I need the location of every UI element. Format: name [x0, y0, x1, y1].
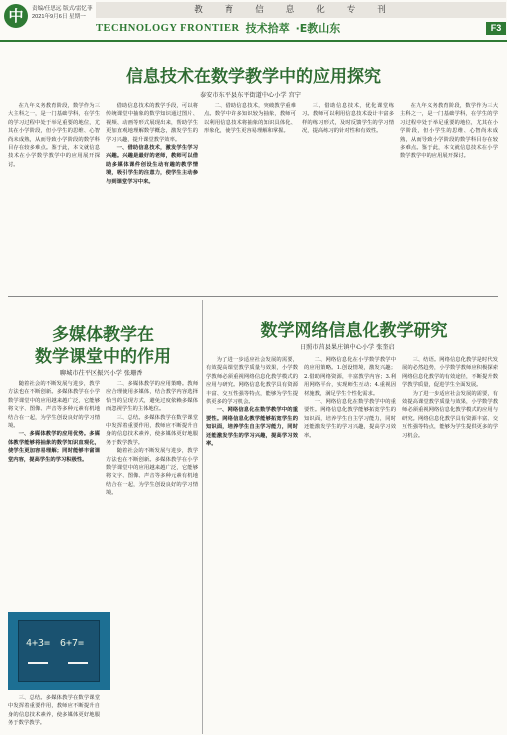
chalkboard	[18, 620, 100, 682]
chalkboard-photo	[8, 612, 110, 690]
article1-col-2	[106, 102, 198, 292]
newspaper-logo: 中	[4, 4, 28, 28]
article2-paragraph: 二、多媒体教学的应用策略。教师应合理使用多媒体，结合教学内容选择恰当的呈现方式，避免过度依赖多媒体而忽视学生的主体地位。	[106, 381, 198, 413]
article2-col-1	[8, 380, 100, 610]
date-line: 2021年9月6日 星期一	[32, 14, 86, 20]
article3-title: 数学网络信息化教学研究	[260, 321, 448, 341]
article3-paragraph: 为了进一步适应社会发展的需要，有效提高课堂教学质量与效果，小学数学教师必须重视网络信息化教学模式的应用与研究。网络信息化教学具有资源丰富、交互性强等特点，能够为学生提供更多的学习机会。	[206, 357, 298, 406]
section-banner	[96, 20, 506, 36]
article3-paragraph: 一、网络信息化在数学教学中的重要性。网络信息化教学能够拓宽学生的知识面，培养学生自主学习能力，同时还能激发学生的学习兴趣，提高学习效率。	[206, 407, 298, 448]
article1-title: 信息技术在数学教学中的应用探究	[126, 67, 381, 87]
article1-paragraph: 二、借助信息技术，突破教学重难点。数学中许多知识较为抽象，教师可以利用信息技术将抽象的知识具体化、形象化，使学生更容易理解和掌握。	[204, 103, 296, 135]
edition-title: ·E教山东	[295, 22, 341, 35]
article1-paragraph: 借助信息技术的教学手段，可以将传统课堂中抽象的数学知识通过图片、视频、动画等形式展现出来，帮助学生更加直观地理解数学概念，激发学生的学习兴趣，提升课堂教学效率。	[106, 103, 198, 143]
article1-col-1	[8, 102, 100, 250]
chalk-mark	[28, 662, 48, 664]
article3-col-2	[304, 356, 396, 734]
article2-paragraph: 一、多媒体教学的应用优势。多媒体教学能够将抽象的数学知识直观化，使学生更加容易理解；同时能够丰富课堂内容，提高学生的学习积极性。	[8, 431, 100, 463]
article3-paragraph: 三、结语。网络信息化教学是时代发展的必然趋势，小学数学教师应积极探索网络信息化教学的有效途径，不断提升数学教学质量，促进学生全面发展。	[402, 357, 498, 389]
article3-paragraph: 为了进一步适应社会发展的需要，有效提高课堂教学质量与效果，小学数学教师必须重视网络信息化教学模式的应用与研究。网络信息化教学具有资源丰富、交互性强等特点，能够为学生提供更多的学习机会。	[402, 390, 498, 439]
page-header	[0, 0, 507, 44]
article3-byline: 日照市莒县果庄镇中心小学 张奎启	[300, 344, 395, 351]
article1-col-3	[204, 102, 296, 292]
article2-col-2	[106, 380, 198, 735]
article3-paragraph: 二、网络信息化在小学数学教学中的应用策略。1.创设情境，激发兴趣；2.借助网络资源，丰富教学内容；3.利用网络平台，实现师生互动；4.重视因材施教，满足学生个性化需求。	[304, 357, 396, 397]
article2-col-1-cont	[8, 694, 100, 734]
article2-paragraph: 随着社会的不断发展与进步，教学方法也在不断创新。多媒体教学在小学数学课堂中的应用越来越广泛，它能够将文字、图像、声音等多种元素有机地结合在一起，为学生创设良好的学习情境。	[106, 448, 198, 497]
article1-col-5	[400, 102, 498, 292]
article1-paragraph: 一、借助信息技术，激发学生学习兴趣。兴趣是最好的老师，教师可以借助多媒体课件创设生动有趣的教学情境，吸引学生的注意力，使学生主动参与到课堂学习中来。	[106, 145, 198, 185]
article2-byline: 聊城市茌平区振兴小学 张珊香	[60, 370, 143, 377]
article3-col-3	[402, 356, 498, 734]
article3-paragraph: 一、网络信息化在数学教学中的重要性。网络信息化教学能够拓宽学生的知识面，培养学生自主学习能力，同时还能激发学生的学习兴趣，提高学习效率。	[304, 399, 396, 439]
article3-col-1	[206, 356, 298, 734]
edition-meta	[32, 5, 93, 21]
chalk-sum-left: 4+3=	[26, 638, 51, 649]
header-rule	[0, 40, 507, 42]
chalk-mark	[68, 662, 88, 664]
article1-paragraph: 在九年义务教育阶段，数学作为三大主科之一，是一门基础学科，在学生的学习过程中处于举足重要的地位，尤其在小学阶段，但小学生的思维、心智尚未成熟，从而导致小学阶段的数学科目存在较多难点。鉴于此，本文就信息技术在小学数学教学中的应用展开探讨。	[8, 103, 100, 168]
article2-title-line1: 多媒体教学在	[52, 325, 154, 345]
section-title: 技术拾萃	[245, 22, 290, 35]
english-title: TECHNOLOGY FRONTIER	[96, 22, 240, 34]
page-number: F3	[486, 22, 506, 35]
article1-byline: 泰安市东平县东平街道中心小学 宫宁	[200, 92, 301, 99]
article2-paragraph: 随着社会的不断发展与进步，教学方法也在不断创新。多媒体教学在小学数学课堂中的应用越来越广泛，它能够将文字、图像、声音等多种元素有机地结合在一起，为学生创设良好的学习情境。	[8, 381, 100, 430]
article2-paragraph: 三、总结。多媒体教学在数学课堂中发挥着重要作用，教师应不断提升自身的信息技术素养，使多媒体更好地服务于数学教学。	[8, 695, 100, 727]
article2-title-line2: 数学课堂中的作用	[35, 347, 171, 367]
article1-col-4	[302, 102, 394, 292]
column-divider	[202, 300, 203, 734]
article1-paragraph: 在九年义务教育阶段，数学作为三大主科之一，是一门基础学科，在学生的学习过程中处于举足重要的地位，尤其在小学阶段，但小学生的思维、心智尚未成熟，从而导致小学阶段的数学科目存在较多难点。鉴于此，本文就信息技术在小学数学教学中的应用展开探讨。	[400, 103, 498, 160]
banner-top: 教育信息化专刊	[96, 2, 506, 18]
article1-paragraph: 三、借助信息技术，优化课堂练习。教师可以利用信息技术设计丰富多样的练习形式，及时反馈学生的学习情况，提高练习的针对性和有效性。	[302, 103, 394, 135]
editor-line: 责编/任思远 版式/雷忆菲	[32, 6, 93, 12]
chalk-sum-right: 6+7=	[60, 638, 85, 649]
article2-paragraph: 三、总结。多媒体教学在数学课堂中发挥着重要作用，教师应不断提升自身的信息技术素养，使多媒体更好地服务于数学教学。	[106, 414, 198, 446]
divider	[8, 296, 498, 297]
